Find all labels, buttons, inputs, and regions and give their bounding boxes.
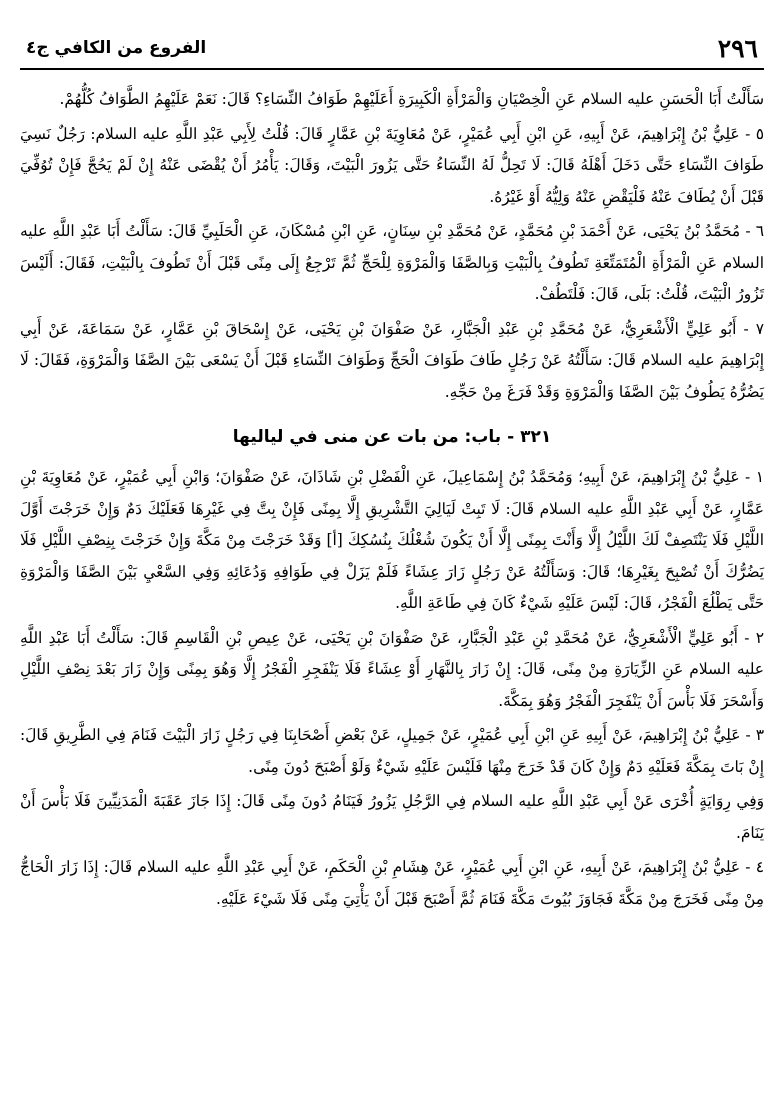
page-number: ٢٩٦ [717,34,758,63]
chapter-heading: ٣٢١ - باب: من بات عن منى في لياليها [232,427,552,447]
running-title: الفروع من الكافي ج٤ [26,38,207,58]
book-page [20,28,764,1098]
page-header [20,28,764,70]
hadith-paragraph: ٤ - عَلِيُّ بْنُ إِبْرَاهِيمَ، عَنْ أَبِيهِ، عَنِ ابْنِ أَبِي عُمَيْرٍ، عَنْ هِشَامِ بْنِ الْحَكَمِ، عَنْ أَبِي عَبْدِ اللَّهِ عليه السلام قَالَ: إِذَا زَارَ الْحَاجُّ مِنْ مِنًى فَخَرَجَ مِنْ مَكَّةَ فَجَاوَزَ بُيُوتَ مَكَّةَ فَنَامَ ثُمَّ أَصْبَحَ قَبْلَ أَنْ يَأْتِيَ مِنًى فَلَا شَيْءَ عَلَيْهِ. [20,858,764,908]
hadith-paragraph: وَفِي رِوَايَةٍ أُخْرَى عَنْ أَبِي عَبْدِ اللَّهِ عليه السلام فِي الرَّجُلِ يَزُورُ فَيَنَامُ دُونَ مِنًى قَالَ: إِذَا جَازَ عَقَبَةَ الْمَدَنِيِّينَ فَلَا بَأْسَ أَنْ يَنَامَ. [20,792,764,842]
hadith-paragraph: ٣ - عَلِيُّ بْنُ إِبْرَاهِيمَ، عَنْ أَبِيهِ عَنِ ابْنِ أَبِي عُمَيْرٍ، عَنْ جَمِيلٍ، عَنْ بَعْضِ أَصْحَابِنَا فِي رَجُلٍ زَارَ الْبَيْتَ فَنَامَ فِي الطَّرِيقِ قَالَ: إِنْ بَاتَ بِمَكَّةَ فَعَلَيْهِ دَمٌ وَإِنْ كَانَ قَدْ خَرَجَ مِنْهَا فَلَيْسَ عَلَيْهِ شَيْءٌ وَلَوْ أَصْبَحَ دُونَ مِنًى. [20,726,764,776]
hadith-paragraph: ٧ - أَبُو عَلِيٍّ الْأَشْعَرِيُّ، عَنْ مُحَمَّدِ بْنِ عَبْدِ الْجَبَّارِ، عَنْ صَفْوَانَ بْنِ يَحْيَى، عَنْ إِسْحَاقَ بْنِ عَمَّارٍ، عَنْ سَمَاعَةَ، عَنْ أَبِي إِبْرَاهِيمَ عليه السلام قَالَ: سَأَلْتُهُ عَنْ رَجُلٍ طَافَ طَوَافَ الْحَجِّ وَطَوَافَ النِّسَاءِ قَبْلَ أَنْ يَسْعَى بَيْنَ الصَّفَا وَالْمَرْوَةِ، فَقَالَ: لَا يَضُرُّهُ يَطُوفُ بَيْنَ الصَّفَا وَالْمَرْوَةِ وَقَدْ فَرَغَ مِنْ حَجِّهِ. [20,319,764,401]
hadith-paragraph: ٥ - عَلِيُّ بْنُ إِبْرَاهِيمَ، عَنْ أَبِيهِ، عَنِ ابْنِ أَبِي عُمَيْرٍ، عَنْ مُعَاوِيَةَ بْنِ عَمَّارٍ قَالَ: قُلْتُ لِأَبِي عَبْدِ اللَّهِ عليه السلام: رَجُلٌ نَسِيَ طَوَافَ النِّسَاءِ حَتَّى دَخَلَ أَهْلَهُ قَالَ: لَا تَحِلُّ لَهُ النِّسَاءُ حَتَّى يَزُورَ الْبَيْتَ، وَقَالَ: يَأْمُرُ أَنْ يُقْضَى عَنْهُ إِنْ لَمْ يَحُجَّ فَإِنْ تُوُفِّيَ قَبْلَ أَنْ يُطَافَ عَنْهُ فَلْيَقْضِ عَنْهُ وَلِيُّهُ أَوْ غَيْرُهُ. [20,124,764,206]
page-body [20,70,764,915]
hadith-paragraph: ١ - عَلِيُّ بْنُ إِبْرَاهِيمَ، عَنْ أَبِيهِ؛ وَمُحَمَّدُ بْنُ إِسْمَاعِيلَ، عَنِ الْفَضْلِ بْنِ شَاذَانَ، عَنْ صَفْوَانَ؛ وَابْنِ أَبِي عُمَيْرٍ، عَنْ مُعَاوِيَةَ بْنِ عَمَّارٍ، عَنْ أَبِي عَبْدِ اللَّهِ عليه السلام قَالَ: لَا تَبِتْ لَيَالِيَ التَّشْرِيقِ إِلَّا بِمِنًى فَإِنْ بِتَّ فِي غَيْرِهَا فَعَلَيْكَ دَمٌ وَإِنْ خَرَجْتَ أَوَّلَ اللَّيْلِ فَلَا يَنْتَصِفْ لَكَ اللَّيْلُ إِلَّا وَأَنْتَ بِمِنًى إِلَّا أَنْ يَكُونَ شُغْلُكَ بِنُسُكِكَ [أ] وَقَدْ خَرَجْتَ مِنْ مَكَّةَ وَإِنْ خَرَجْتَ بِنِصْفِ اللَّيْلِ فَلَا يَضُرُّكَ أَنْ تُصْبِحَ بِغَيْرِهَا؛ قَالَ: وَسَأَلْتُهُ عَنْ رَجُلٍ زَارَ عِشَاءً فَلَمْ يَزَلْ فِي طَوَافِهِ وَدُعَائِهِ وَفِي السَّعْيِ بَيْنَ الصَّفَا وَالْمَرْوَةِ حَتَّى يَطْلُعَ الْفَجْرُ، قَالَ: لَيْسَ عَلَيْهِ شَيْءٌ كَانَ فِي طَاعَةِ اللَّهِ. [20,468,764,612]
hadith-paragraph: سَأَلْتُ أَبَا الْحَسَنِ عليه السلام عَنِ الْخِصْيَانِ وَالْمَرْأَةِ الْكَبِيرَةِ أَعَلَيْهِمْ طَوَافُ النِّسَاءِ؟ قَالَ: نَعَمْ عَلَيْهِمُ الطَّوَافُ كُلُّهُمْ. [59,90,764,108]
hadith-paragraph: ٦ - مُحَمَّدُ بْنُ يَحْيَى، عَنْ أَحْمَدَ بْنِ مُحَمَّدٍ، عَنْ مُحَمَّدِ بْنِ سِنَانٍ، عَنِ ابْنِ مُسْكَانَ، عَنِ الْحَلَبِيِّ قَالَ: سَأَلْتُ أَبَا عَبْدِ اللَّهِ عليه السلام عَنِ الْمَرْأَةِ الْمُتَمَتِّعَةِ تَطُوفُ بِالْبَيْتِ وَبِالصَّفَا وَالْمَرْوَةِ لِلْحَجِّ ثُمَّ تَرْجِعُ إِلَى مِنًى قَبْلَ أَنْ تَطُوفَ بِالْبَيْتِ، فَقَالَ: أَلَيْسَ تَزُورُ الْبَيْتَ، قُلْتُ: بَلَى، قَالَ: فَلْتَطُفْ. [20,222,764,303]
hadith-paragraph: ٢ - أَبُو عَلِيٍّ الْأَشْعَرِيُّ، عَنْ مُحَمَّدِ بْنِ عَبْدِ الْجَبَّارِ، عَنْ صَفْوَانَ بْنِ يَحْيَى، عَنْ عِيصِ بْنِ الْقَاسِمِ قَالَ: سَأَلْتُ أَبَا عَبْدِ اللَّهِ عليه السلام عَنِ الزِّيَارَةِ مِنْ مِنًى، قَالَ: إِنْ زَارَ بِالنَّهَارِ أَوْ عِشَاءً فَلَا يَنْفَجِرِ الْفَجْرُ إِلَّا وَهُوَ بِمِنًى وَإِنْ زَارَ بَعْدَ نِصْفِ اللَّيْلِ وَأَسْحَرَ فَلَا بَأْسَ أَنْ يَنْفَجِرَ الْفَجْرُ وَهُوَ بِمَكَّةَ. [20,628,764,710]
